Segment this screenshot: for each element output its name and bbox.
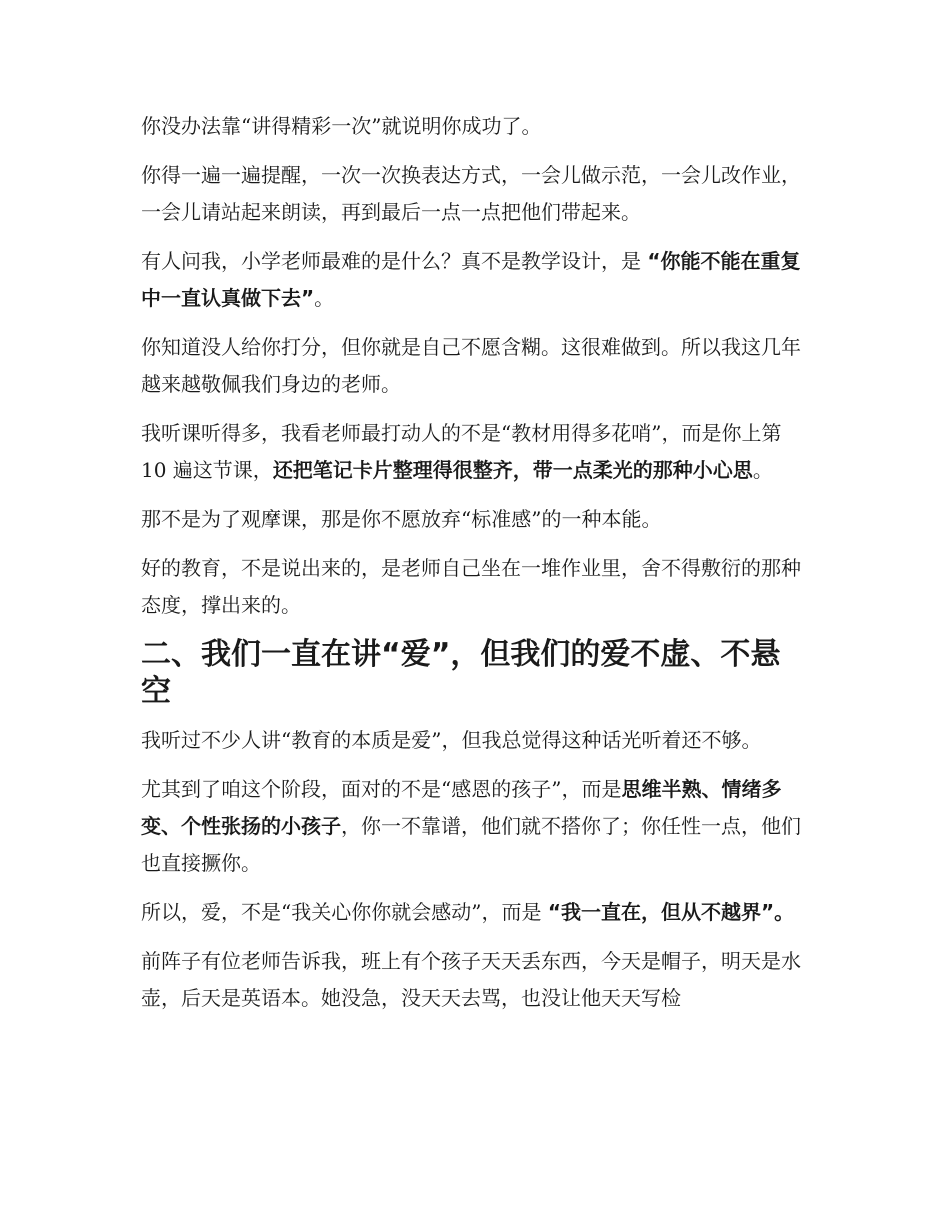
- text-run: 尤其到了咱这个阶段，面对的不是“感恩的孩子”，而是: [141, 777, 622, 801]
- paragraph: [141, 243, 809, 317]
- text-run: 我听过不少人讲“教育的本质是爱”，但我总觉得这种话光听着还不够。: [141, 728, 762, 752]
- text-run: 前阵子有位老师告诉我，班上有个孩子天天丢东西，今天是帽子，明天是水壶，后天是英语本。她没急，没天天去骂，也没让他天天写检: [141, 949, 801, 1010]
- paragraph: [141, 157, 809, 231]
- section-heading: [141, 636, 809, 710]
- text-run: 你得一遍一遍提醒，一次一次换表达方式，一会儿做示范，一会儿改作业，一会儿请站起来朗读，再到最后一点一点把他们带起来。: [141, 163, 801, 224]
- paragraph: [141, 329, 809, 403]
- emphasis-text: 还把笔记卡片整理得很整齐，带一点柔光的那种小心思: [272, 458, 753, 482]
- text-run: 。: [314, 286, 335, 310]
- text-run: 你没办法靠“讲得精彩一次”就说明你成功了。: [141, 114, 542, 138]
- text-run: 好的教育，不是说出来的，是老师自己坐在一堆作业里，舍不得敷衍的那种态度，撑出来的。: [141, 556, 801, 617]
- paragraph: [141, 550, 809, 624]
- paragraph: [141, 771, 809, 882]
- paragraph: [141, 722, 809, 759]
- text-run: 所以，爱，不是“我关心你你就会感动”，而是: [141, 900, 548, 924]
- heading-text: 二、我们一直在讲“爱”，但我们的爱不虚、不悬空: [141, 637, 781, 709]
- paragraph: [141, 501, 809, 538]
- text-run: 我听课听得多，我看老师最打动人的不是“教材用得多花哨”，而是你上第 10 遍这节课，: [141, 421, 782, 482]
- text-run: ，你一不靠谱，他们就不搭你了；你任性一点，他们也直接撅你。: [141, 814, 801, 875]
- emphasis-text: 思维半熟、情绪多变、个性张扬的小孩子: [141, 777, 782, 838]
- text-run: 有人问我，小学老师最难的是什么？真不是教学设计，是: [141, 249, 648, 273]
- emphasis-text: “我一直在，但从不越界”。: [547, 900, 795, 924]
- document-page: [141, 108, 809, 1029]
- emphasis-text: “你能不能在重复中一直认真做下去”: [141, 249, 801, 310]
- paragraph: [141, 943, 809, 1017]
- text-run: 。: [752, 458, 773, 482]
- paragraph: [141, 894, 809, 931]
- paragraph: [141, 108, 809, 145]
- text-run: 那不是为了观摩课，那是你不愿放弃“标准感”的一种本能。: [141, 507, 662, 531]
- paragraph: [141, 415, 809, 489]
- text-run: 你知道没人给你打分，但你就是自己不愿含糊。这很难做到。所以我这几年越来越敬佩我们身边的老师。: [141, 335, 801, 396]
